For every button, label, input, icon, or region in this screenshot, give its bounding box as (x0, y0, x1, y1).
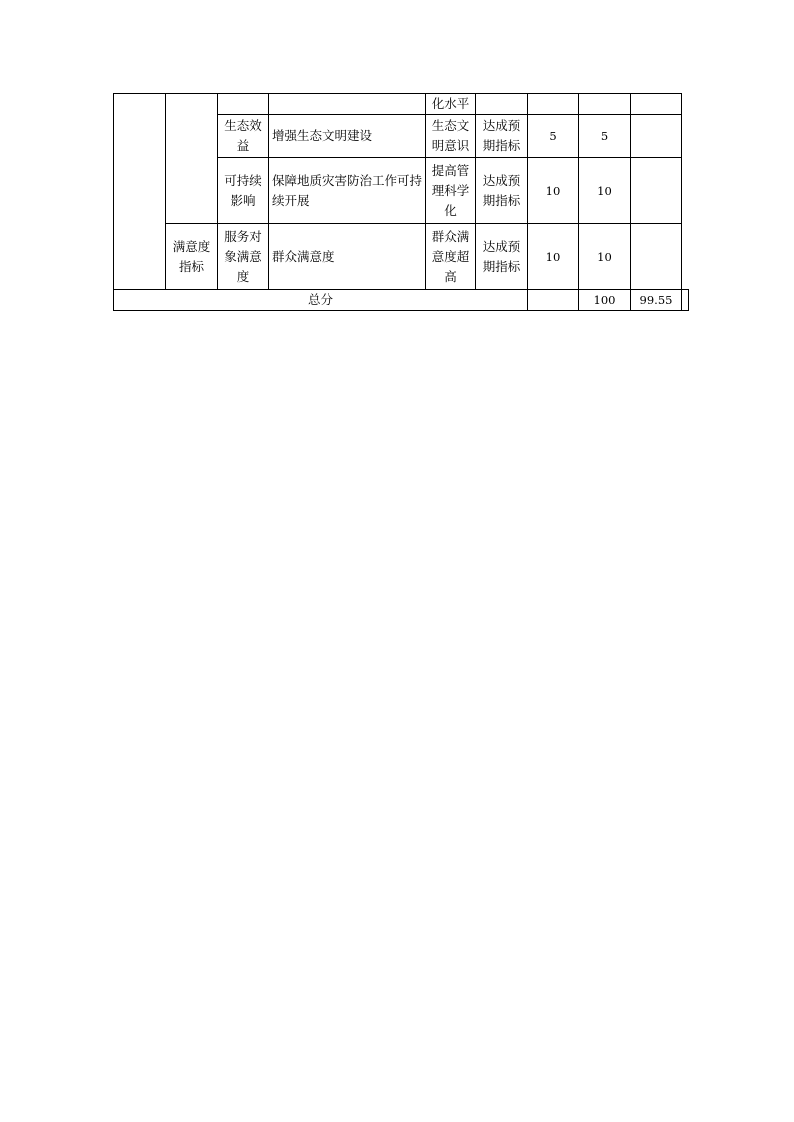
indicator-cell: 群众满意度 (269, 224, 426, 290)
actual-cell: 达成预期指标 (476, 158, 528, 224)
level1-cell-empty (114, 94, 166, 290)
performance-table (113, 93, 689, 311)
table-row (114, 94, 689, 115)
secondary-indicator-cell: 可持续影响 (218, 158, 269, 224)
actual-cell (476, 94, 528, 115)
total-label: 总分 (114, 290, 528, 311)
target-cell: 化水平 (426, 94, 476, 115)
actual-cell: 达成预期指标 (476, 115, 528, 158)
weight-cell: 5 (528, 115, 579, 158)
total-actual-cell (528, 290, 579, 311)
remark-cell (631, 115, 682, 158)
indicator-cell (269, 94, 426, 115)
total-weight-cell: 100 (579, 290, 631, 311)
score-cell (579, 94, 631, 115)
target-cell: 群众满意度超高 (426, 224, 476, 290)
remark-cell (631, 224, 682, 290)
level2-cell-empty (166, 94, 218, 224)
indicator-cell: 增强生态文明建设 (269, 115, 426, 158)
weight-cell: 10 (528, 158, 579, 224)
primary-indicator-cell: 满意度指标 (166, 224, 218, 290)
total-score-cell: 99.55 (631, 290, 682, 311)
remark-cell (631, 94, 682, 115)
weight-cell: 10 (528, 224, 579, 290)
target-cell: 提高管理科学化 (426, 158, 476, 224)
secondary-indicator-cell: 生态效益 (218, 115, 269, 158)
total-row (114, 290, 689, 311)
weight-cell (528, 94, 579, 115)
score-cell: 10 (579, 224, 631, 290)
secondary-indicator-cell: 服务对象满意度 (218, 224, 269, 290)
indicator-cell: 保障地质灾害防治工作可持续开展 (269, 158, 426, 224)
total-remark-cell (682, 290, 689, 311)
score-cell: 10 (579, 158, 631, 224)
target-cell: 生态文明意识 (426, 115, 476, 158)
actual-cell: 达成预期指标 (476, 224, 528, 290)
score-cell: 5 (579, 115, 631, 158)
remark-cell (631, 158, 682, 224)
secondary-indicator-cell (218, 94, 269, 115)
table-row (114, 224, 689, 290)
